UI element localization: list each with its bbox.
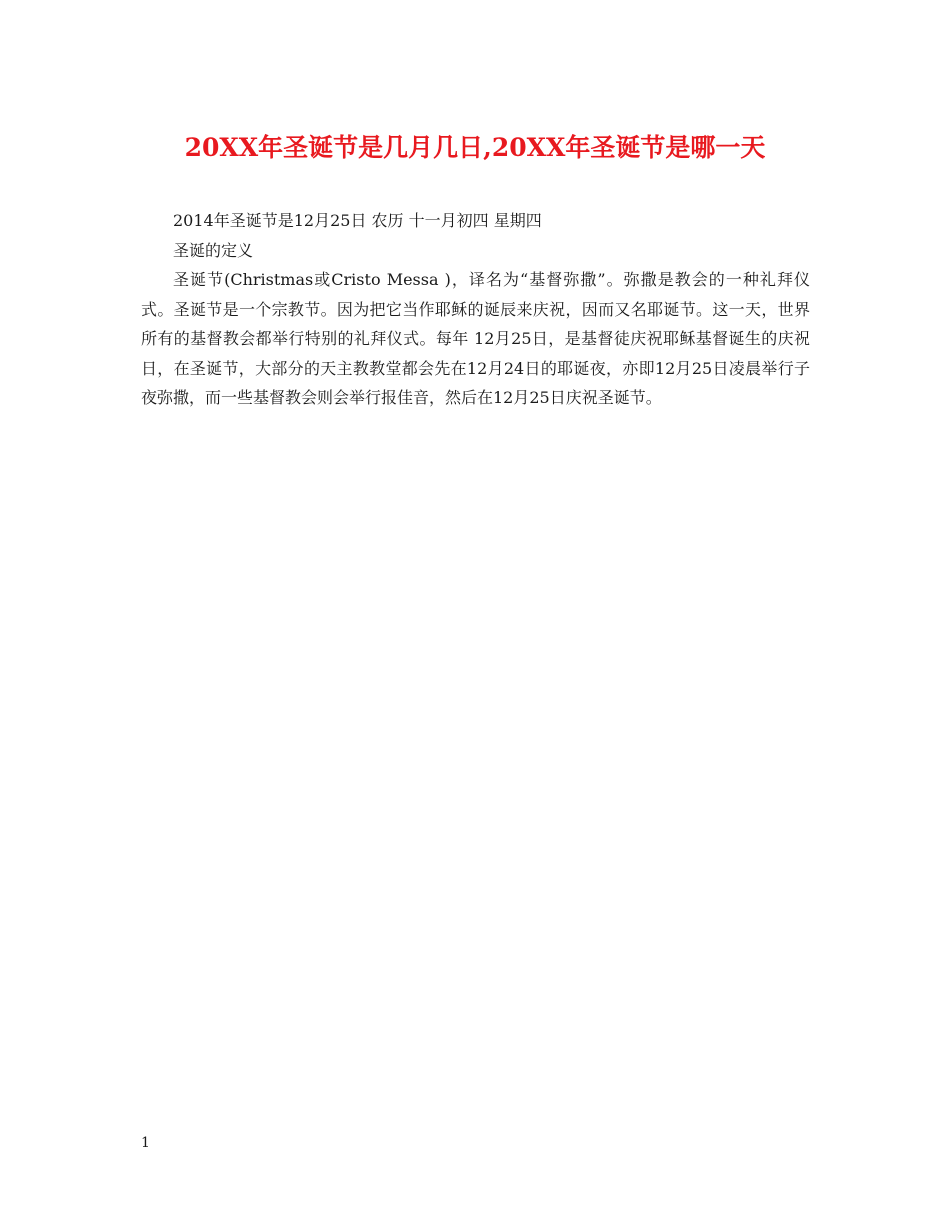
paragraph-date: 2014年圣诞节是12月25日 农历 十一月初四 星期四: [173, 211, 542, 230]
document-title: 20XX年圣诞节是几月几日,20XX年圣诞节是哪一天: [184, 133, 766, 162]
paragraph-definition: 圣诞节(Christmas或Cristo Messa )，译名为“基督弥撒”。弥撒是教会的一种礼拜仪式。圣诞节是一个宗教节。因为把它当作耶稣的诞辰来庆祝，因而又名耶诞节。这一天，世界所有的基督教会都举行特别的礼拜仪式。每年 12月25日，是基督徒庆祝耶稣基督诞生的庆祝日，在圣诞节，大部分的天主教教堂都会先在12月24日的耶诞夜，亦即12月25日凌晨举行子夜弥撒，而一些基督教会则会举行报佳音，然后在12月25日庆祝圣诞节。: [141, 270, 810, 407]
document-body: [141, 206, 810, 413]
paragraph-heading-definition: 圣诞的定义: [173, 240, 254, 260]
page-number: 1: [141, 1135, 150, 1151]
